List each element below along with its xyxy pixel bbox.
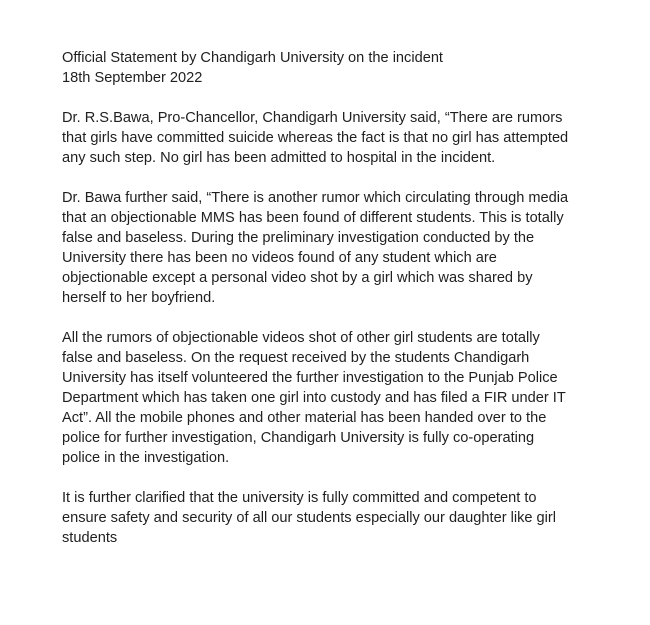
text-line: false and baseless. During the preliminary investigation conducted by the: [62, 230, 535, 246]
paragraph-safety-commitment: [62, 488, 602, 548]
text-line: police in the investigation.: [62, 450, 230, 466]
text-line: Department which has taken one girl into custody and has filed a FIR under IT: [62, 390, 566, 406]
text-line: University has itself volunteered the further investigation to the Punjab Police: [62, 370, 558, 386]
text-line: herself to her boyfriend.: [62, 290, 216, 306]
text-line: police for further investigation, Chandigarh University is fully co-operating: [62, 430, 535, 446]
text-line: Dr. Bawa further said, “There is another rumor which circulating through media: [62, 190, 569, 206]
text-line: students: [62, 530, 118, 546]
statement-date: 18th September 2022: [62, 70, 203, 86]
text-line: It is further clarified that the university is fully committed and competent to: [62, 490, 537, 506]
paragraph-investigation: [62, 328, 602, 468]
text-line: objectionable except a personal video shot by a girl which was shared by: [62, 270, 533, 286]
statement-title: Official Statement by Chandigarh University on the incident: [62, 50, 443, 66]
text-line: University there has been no videos found of any student which are: [62, 250, 497, 266]
text-line: All the rumors of objectionable videos shot of other girl students are totally: [62, 330, 540, 346]
paragraph-rumors-suicide: [62, 108, 602, 168]
statement-heading: [62, 48, 602, 88]
text-line: false and baseless. On the request received by the students Chandigarh: [62, 350, 530, 366]
text-line: Act”. All the mobile phones and other material has been handed over to the: [62, 410, 547, 426]
text-line: Dr. R.S.Bawa, Pro-Chancellor, Chandigarh University said, “There are rumors: [62, 110, 563, 126]
paragraph-mms-rumor: [62, 188, 602, 308]
text-line: that an objectionable MMS has been found of different students. This is totally: [62, 210, 564, 226]
text-line: ensure safety and security of all our students especially our daughter like girl: [62, 510, 557, 526]
text-line: any such step. No girl has been admitted to hospital in the incident.: [62, 150, 496, 166]
text-line: that girls have committed suicide whereas the fact is that no girl has attempted: [62, 130, 569, 146]
